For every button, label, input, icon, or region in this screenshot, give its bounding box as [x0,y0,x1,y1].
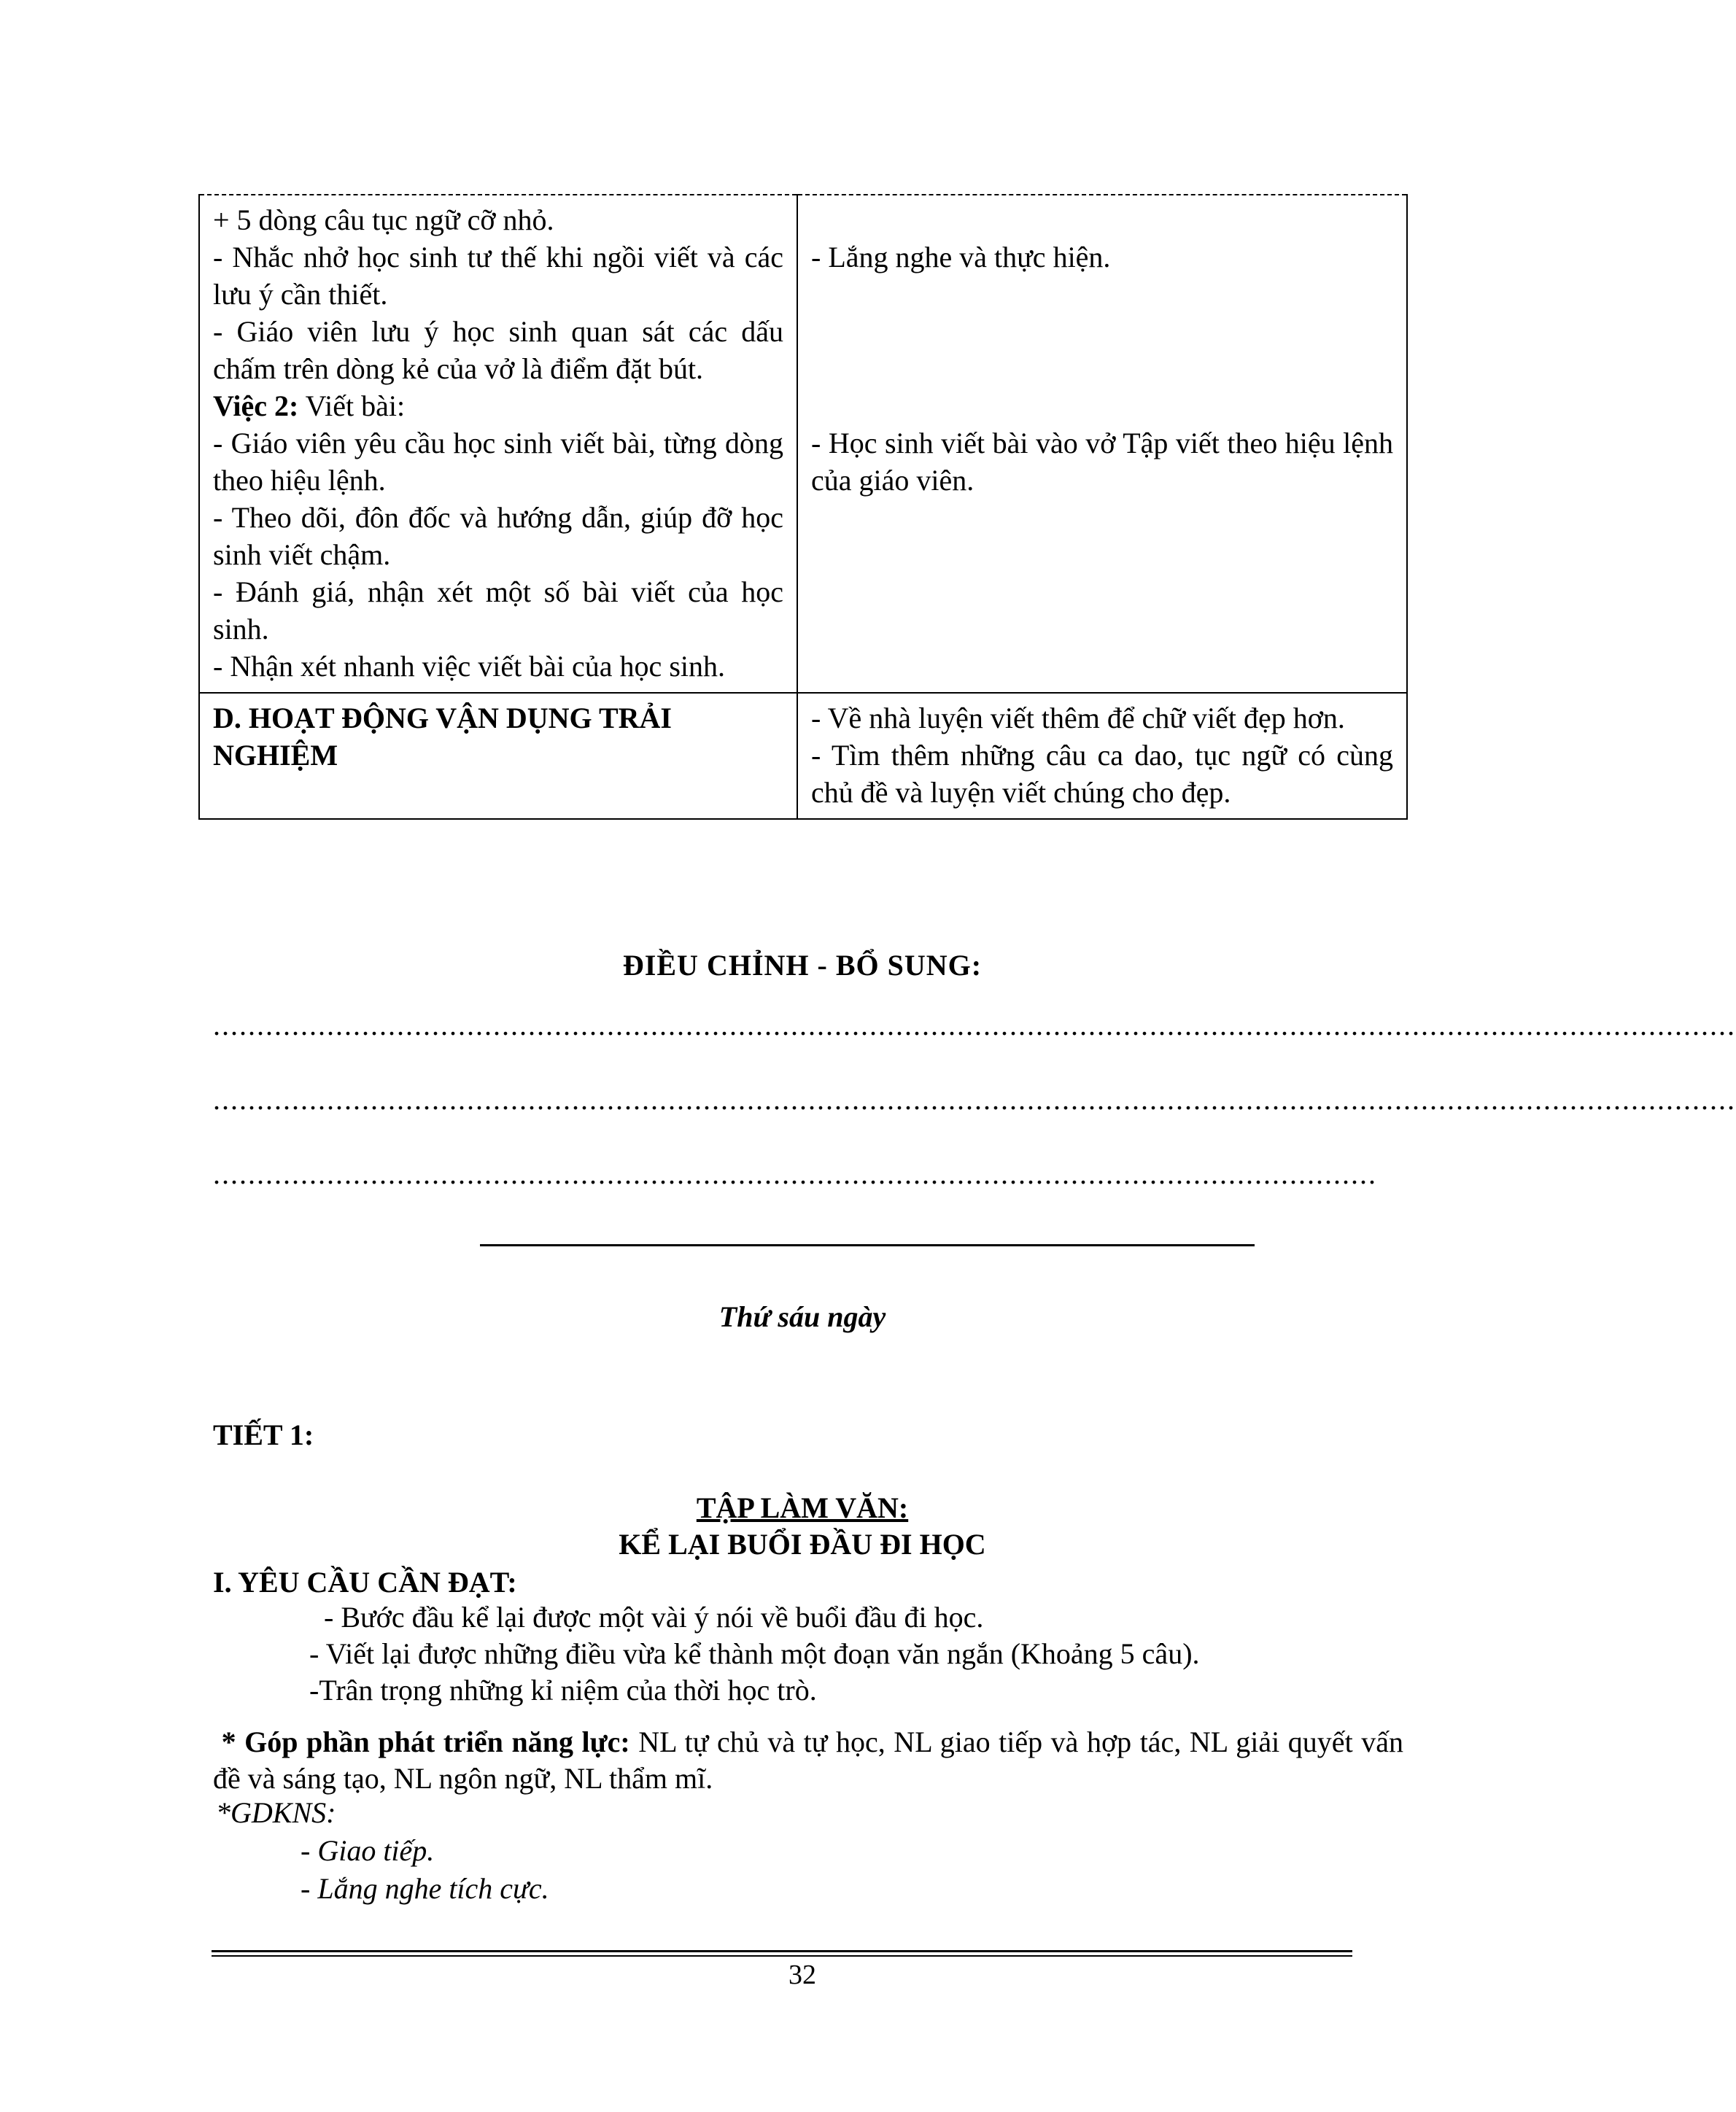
gdkns-item: - Lắng nghe tích cực. [301,1872,549,1905]
table-cell-text: - Theo dõi, đôn đốc và hướng dẫn, giúp đỡ học sinh viết chậm. [213,501,783,571]
dotted-line: ..................................................................................................................................... [213,1157,1377,1190]
task-2-label: Việc 2: [213,389,299,422]
table-cell-text: - Học sinh viết bài vào vở Tập viết theo hiệu lệnh của giáo viên. [811,427,1393,497]
section-divider [480,1244,1255,1246]
subject-heading: TẬP LÀM VĂN: [696,1491,909,1524]
requirement-item: - Viết lại được những điều vừa kể thành một đoạn văn ngắn (Khoảng 5 câu). [309,1637,1200,1670]
task-2-text: Viết bài: [298,389,406,422]
footer-rule [212,1950,1352,1952]
competency-paragraph [213,1724,1403,1797]
requirement-item: - Bước đầu kể lại được một vài ý nói về buổi đầu đi học. [324,1601,984,1634]
competency-label: * Góp phần phát triển năng lực: [221,1725,630,1758]
section-d-cell [199,693,797,819]
table-cell-text: - Về nhà luyện viết thêm để chữ viết đẹp hơn. [811,702,1345,734]
table-cell-text: - Lắng nghe và thực hiện. [811,241,1111,273]
table-cell-text: - Đánh giá, nhận xét một số bài viết của học sinh. [213,575,783,645]
requirement-item: -Trân trọng những kỉ niệm của thời học trò. [309,1674,817,1707]
task-2-line [213,387,783,424]
section-d-heading: D. HOẠT ĐỘNG VẬN DỤNG TRẢI NGHIỆM [213,702,672,772]
table-row [199,195,1407,693]
footer-rule [212,1955,1352,1957]
weekday-heading: Thứ sáu ngày [718,1300,886,1333]
table-row [199,693,1407,819]
lesson-title: KỂ LẠI BUỔI ĐẦU ĐI HỌC [619,1528,986,1561]
page-number: 32 [788,1960,816,1990]
table-cell-text: - Giáo viên yêu cầu học sinh viết bài, từng dòng theo hiệu lệnh. [213,427,783,497]
teacher-activity-cell [199,195,797,693]
dotted-line: .............................................................................................................................................................................. [213,1083,1736,1116]
table-cell-text: - Nhận xét nhanh việc viết bài của học sinh. [213,650,725,683]
requirements-heading: I. YÊU CẦU CẦN ĐẠT: [213,1566,517,1599]
period-label: TIẾT 1: [213,1418,314,1451]
table-cell-text: - Nhắc nhở học sinh tư thế khi ngồi viết và các lưu ý cần thiết. [213,241,783,311]
dotted-line: .............................................................................................................................................................................. [213,1009,1736,1041]
table-cell-text: - Giáo viên lưu ý học sinh quan sát các dấu chấm trên dòng kẻ của vở là điểm đặt bút. [213,315,783,385]
table-cell-text: - Tìm thêm những câu ca dao, tục ngữ có cùng chủ đề và luyện viết chúng cho đẹp. [811,739,1393,809]
table-cell-text: + 5 dòng câu tục ngữ cỡ nhỏ. [213,203,554,236]
gdkns-label: *GDKNS: [216,1796,336,1829]
lesson-activity-table [198,194,1408,820]
gdkns-item: - Giao tiếp. [301,1834,435,1867]
adjustment-heading: ĐIỀU CHỈNH - BỔ SUNG: [622,949,983,982]
section-d-activity-cell [797,693,1407,819]
competency-text: NL tự chủ và tự học, NL giao tiếp và hợp tác, NL giải quyết vấn đề và sáng tạo, NL ngôn ngữ, NL thẩm mĩ. [213,1725,1403,1795]
student-activity-cell [797,195,1407,693]
